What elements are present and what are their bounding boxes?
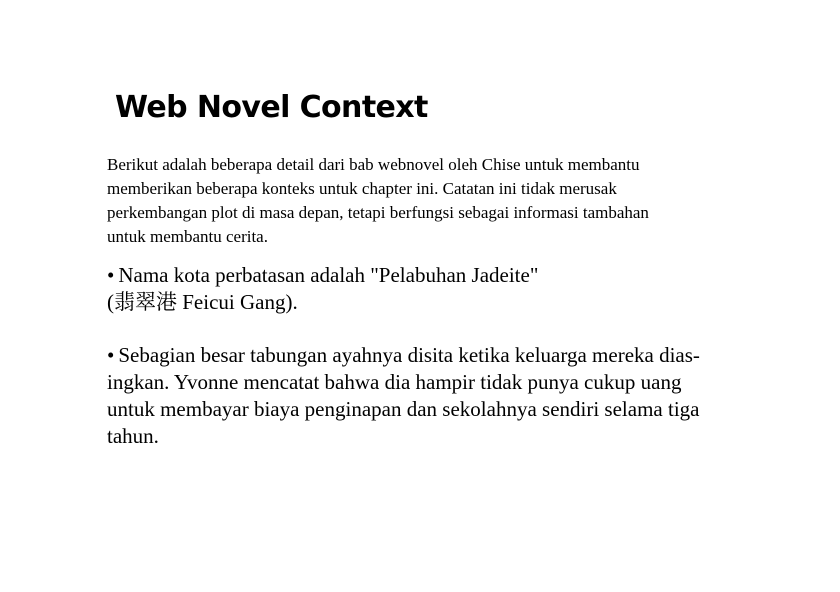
bullet-line: untuk membayar biaya penginapan dan sekolahnya sendiri selama tiga bbox=[107, 397, 700, 421]
intro-line: Berikut adalah beberapa detail dari bab webnovel oleh Chise untuk membantu bbox=[107, 155, 640, 174]
bullet-line bbox=[107, 262, 757, 289]
bullet-line: tahun. bbox=[107, 424, 159, 448]
bullet-text: Sebagian besar tabungan ayahnya disita ketika keluarga mereka dias- bbox=[118, 343, 700, 367]
bullet-icon: • bbox=[107, 263, 115, 287]
intro-line: untuk membantu cerita. bbox=[107, 227, 268, 246]
bullet-text: Nama kota perbatasan adalah "Pelabuhan Jadeite" bbox=[118, 263, 539, 287]
bullet-line bbox=[107, 342, 757, 369]
page-title: Web Novel Context bbox=[115, 90, 428, 125]
bullet-item-savings bbox=[107, 342, 757, 450]
bullet-item-city-name bbox=[107, 262, 757, 316]
bullet-line: ingkan. Yvonne mencatat bahwa dia hampir tidak punya cukup uang bbox=[107, 370, 682, 394]
intro-line: perkembangan plot di masa depan, tetapi berfungsi sebagai informasi tambahan bbox=[107, 203, 649, 222]
bullet-line: (翡翠港 Feicui Gang). bbox=[107, 290, 298, 314]
intro-line: memberikan beberapa konteks untuk chapter ini. Catatan ini tidak merusak bbox=[107, 179, 617, 198]
intro-paragraph bbox=[107, 153, 747, 249]
bullet-icon: • bbox=[107, 343, 115, 367]
